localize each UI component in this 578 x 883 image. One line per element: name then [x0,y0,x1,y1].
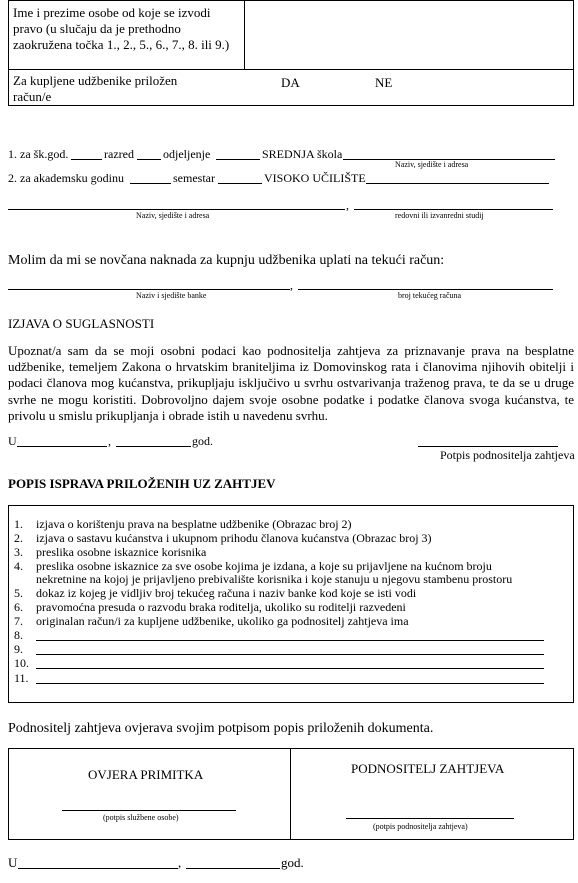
bank-comma: , [290,278,293,292]
study-type-field[interactable] [354,209,553,210]
verification-divider [290,748,291,840]
verification-left-title: OVJERA PRIMITKA [88,767,204,782]
document-item [14,532,544,545]
document-item-text: dokaz iz kojeg je vidljiv broj tekućeg računa i naziv banke kod koje se isti vodi [36,585,417,600]
academic-year-label: 2. za akademsku godinu [8,171,124,185]
university-label: VISOKO UČILIŠTE [264,171,366,185]
document-item [14,643,544,656]
person-name-label: Ime i prezime osobe od koje se izvodi pravo (u slučaju da je prethodno zaokružena točka 1., 2., 5., 6., 7., 8. ili 9.) [13,5,230,52]
top-table-row-separator [8,69,574,70]
person-name-field[interactable] [246,2,572,68]
no-option[interactable]: NE [375,75,393,90]
document-item-text: pravomoćna presuda o razvodu braka roditelja, ukoliko su roditelji razvedeni [36,600,406,615]
class-section-label: odjeljenje [163,147,211,161]
document-item-text: izjava o sastavu kućanstva i ukupnom prihodu članova kućanstva (Obrazac broj 3) [36,531,432,546]
document-item-number: 10. [14,656,29,671]
consent-place-field[interactable] [17,446,107,447]
yes-option[interactable]: DA [281,75,300,90]
grade-label: razred [104,147,134,161]
high-school-label: SREDNJA škola [262,147,343,161]
study-type-caption: redovni ili izvanredni studij [395,211,484,220]
document-item [14,615,544,628]
consent-place-label: U [8,434,17,448]
document-item [14,587,544,600]
grade-field[interactable] [137,159,161,160]
receipt-attached-label: Za kupljene udžbenike priložen račun/e [13,73,178,104]
applicant-signature-caption: (potpis podnositelja zahtjeva) [373,822,468,831]
consent-signature-field[interactable] [418,446,558,447]
consent-heading: IZJAVA O SUGLASNOSTI [8,316,155,331]
document-item-text: preslika osobne iskaznice za sve osobe kojima je izdana, a koje su prijavljene na kućnom broju nekretnine na kojoj je prijavljeno prebivalište korisnika i koje stanuju u njegovu stambenu prostoru [36,559,513,586]
applicant-signature-field[interactable] [346,818,514,819]
consent-date-field[interactable] [116,446,191,447]
documents-list [14,518,544,686]
document-item-blank-field[interactable] [36,643,544,655]
footer-place-label: U [8,855,18,870]
official-signature-field[interactable] [62,810,236,811]
document-item-blank-field[interactable] [36,657,544,669]
official-signature-caption: (potpis službene osobe) [103,813,179,822]
document-item-text: preslika osobne iskaznice korisnika [36,545,207,560]
university-address-caption: Naziv, sjedište i adresa [136,211,210,220]
consent-body: Upoznat/a sam da se moji osobni podaci kao podnositelja zahtjeva za priznavanje prava na besplatne udžbenike, temeljem Zakona o hrvatskim braniteljima iz Domovinskog rata i članovima njihovih obitelji i podaci članova mog kućanstva, prikupljaju isključivo u svrhu ostvarivanja traženog prava, te da se u druge svrhe ne mogu koristiti. Dobrovoljno dajem svoje osobne podatke i podatke članova svoga kućanstva, te privolu u smislu prikupljanja i obrade istih u navedenu svrhu. [8,343,574,423]
bank-name-caption: Naziv i sjedište banke [136,291,207,300]
class-section-field[interactable] [216,159,260,160]
document-item-number: 6. [14,600,23,615]
footer-year-label: god. [281,855,304,870]
document-item-number: 1. [14,517,23,531]
account-number-caption: broj tekućeg računa [398,291,462,300]
bank-name-field[interactable] [8,289,290,290]
document-item-text: izjava o korištenju prava na besplatne udžbenike (Obrazac broj 2) [36,517,352,531]
academic-year-field[interactable] [130,183,171,184]
footer-comma: , [178,855,182,870]
document-item-number: 3. [14,545,23,560]
document-item-number: 7. [14,614,23,629]
footer-place-field[interactable] [18,868,178,869]
high-school-caption: Naziv, sjedište i adresa [395,160,469,169]
document-item [14,601,544,614]
university-comma: , [346,198,349,212]
document-item-number: 9. [14,642,23,657]
school-year-field[interactable] [71,159,102,160]
document-item [14,657,544,670]
university-field[interactable] [366,183,549,184]
footer-date-field[interactable] [186,868,280,869]
consent-comma: , [108,434,111,448]
consent-year-label: god. [192,434,213,448]
document-item [14,629,544,642]
verification-statement: Podnositelj zahtjeva ovjerava svojim potpisom popis priloženih dokumenta. [8,721,434,736]
semester-label: semestar [173,171,215,185]
semester-field[interactable] [218,183,262,184]
consent-signature-caption: Potpis podnositelja zahtjeva [440,448,575,462]
document-item [14,560,544,585]
document-item [14,546,544,559]
document-item-text: originalan račun/i za kupljene udžbenike, ukoliko ga podnositelj zahtjeva ima [36,614,409,629]
document-item [14,518,544,531]
document-item-number: 11. [14,670,29,685]
document-item-number: 8. [14,628,23,643]
document-item-number: 4. [14,559,23,574]
verification-right-title: PODNOSITELJ ZAHTJEVA [351,761,505,776]
document-item-blank-field[interactable] [36,672,544,684]
bank-account-request: Molim da mi se novčana naknada za kupnju udžbenika uplati na tekući račun: [8,253,445,268]
document-item-blank-field[interactable] [36,629,544,641]
university-address-field[interactable] [8,209,345,210]
documents-heading: POPIS ISPRAVA PRILOŽENIH UZ ZAHTJEV [8,476,276,491]
document-item-number: 2. [14,531,23,546]
school-year-label: 1. za šk.god. [8,147,69,161]
document-item-number: 5. [14,585,23,600]
document-item [14,672,544,685]
top-table-divider [244,0,245,70]
account-number-field[interactable] [298,289,553,290]
